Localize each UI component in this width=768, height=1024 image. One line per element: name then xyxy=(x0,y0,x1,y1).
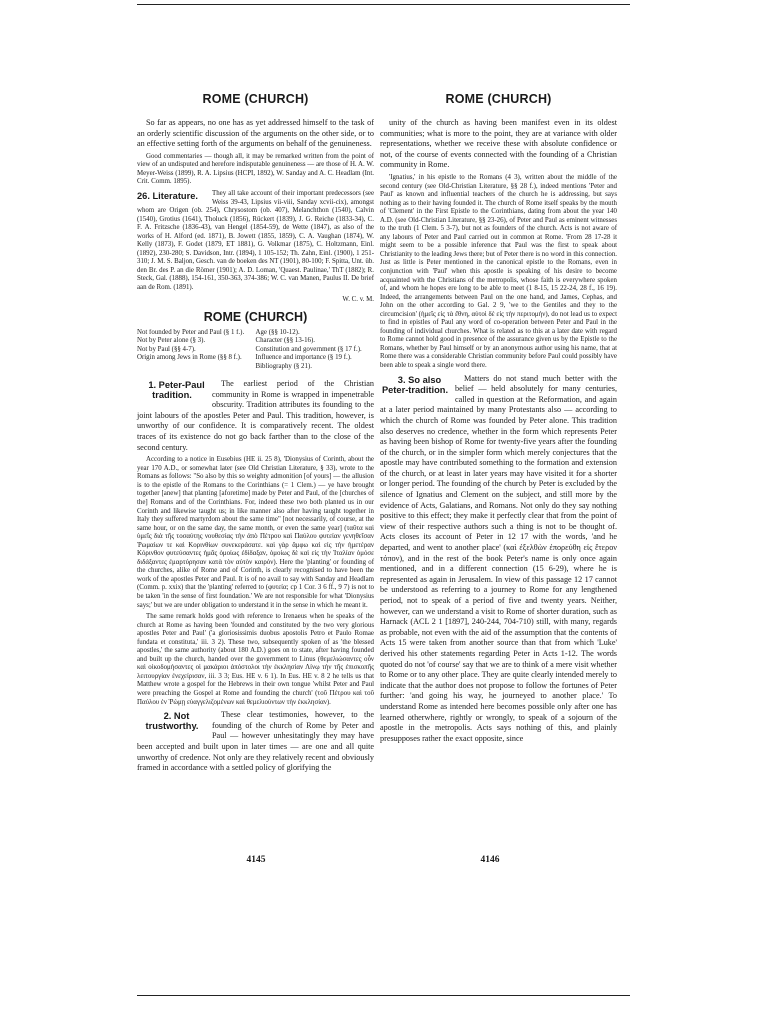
right-column xyxy=(380,92,617,747)
contents-item: Influence and importance (§ 19 f.). xyxy=(255,354,352,362)
left-column xyxy=(137,92,374,777)
running-head-right: ROME (CHURCH) xyxy=(445,92,552,106)
peter-tradition-text: Matters do not stand much better with the belief — held absolutely for many centuries, called in question at the Reformation, and again at a later period maintained by many Protestants also — according to which the church of Rome was founded by Peter alone. This tradition also deserves no credence, whether in the form which represents Peter as having been bishop of Rome for twenty-five years after the founding of the church, or in the simpler form which merely conjectures that the apostle may have contributed something to the formation and extension of the church, or at least in later years may have visited it for a shorter or longer period. The founding of the church by Peter is excluded by the silence of Ignatius and Clement on the subject, and still more by the evidence of Acts, Galatians, and Romans. Not only do they say nothing positive to this effect; they make it perfectly clear that from the point of view of their respective authors such a thing is not to be thought of. Acts closes its account of Peter in 12 17 with the words, 'and he departed, and went to another place' (καὶ ἐξελθὼν ἐπορεύθη εἰς ἕτερον τόπον), and in the rest of the book Peter's name is only once again mentioned, and in a different connection (15 6-29), where he is represented as again in Jerusalem. In view of this passage 12 17 cannot be understood as referring to a journey to Rome for any lengthened period, not to speak of a period of five and twenty years. Neither, however, can we understand a visit to Rome of shorter duration, such as Harnack (ACL 2 1 [1897], 240-244, 704-710) still, with many, regards as probable, not even with the aid of the assumption that the contents of Acts 15 were taken from another source than that from which 'Luke' derived his other statements regarding Peter in Acts 1-12. The words quoted do not 'of course' say that we are to think of a mere visit whether to Rome or to any other place. They are quite clearly intended merely to indicate that the author does not propose to follow the fortunes of Peter further: 'and going his way, he journeyed to another place.' To understand Rome as intended here becomes possible only after one has learned otherwhere, rightly or wrongly, to speak of a sojourn of the apostle in the metropolis. Acts says nothing of this, and plainly presupposes rather the exact opposite, since xyxy=(380,373,617,743)
contents-item: Not by Peter alone (§ 3). xyxy=(137,337,206,345)
page-number-left: 4145 xyxy=(246,855,266,865)
irenaeus-paragraph: The same remark holds good with reference to Irenaeus when he speaks of the church at Rome as having been 'founded and constituted by the two very glorious apostles Peter and Paul' ('a gloriosissimis duobus apostolis Petro et Paulo Romae fundata et constituta,' iii. 3 2). These two, subsequently spoken of as 'the blessed apostles,' the same authority (about 180 A.D.) goes on to state, after having founded and built up the church, handed over the government to Linus (θεμελιώσαντες οὖν καὶ οἰκοδομήσαντες οἱ μακάριοι ἀπόστολοι τὴν ἐκκλησίαν Λίνῳ τὴν τῆς ἐπισκοπῆς λειτουργίαν ἐνεχείρισαν, iii. 3 3; Eus. HE v. 6 1). In Eus. HE v. 8 2 he tells us that Matthew wrote a gospel for the Hebrews in their own tongue 'whilst Peter and Paul were preaching the Gospel at Rome and founding the church' (τοῦ Πέτρου καὶ τοῦ Παύλου ἐν Ῥώμῃ εὐαγγελιζομένων καὶ θεμελιούντων τὴν ἐκκλησίαν). xyxy=(137,613,374,706)
contents-column-left xyxy=(137,329,256,363)
testimonies-paragraph xyxy=(137,710,374,774)
section-3-heading: 3. So also Peter-tradition. xyxy=(381,374,449,395)
testimonies-text: These clear testimonies, however, to the founding of the church of Rome by Peter and Paul — however unhesitatingly they may have been accepted and built upon in later times — are one and all quite unworthy of credence. Not only are they relatively recent and obviously framed in accordance with a settled policy of glorifying the xyxy=(137,710,374,773)
dionysius-paragraph: According to a notice in Eusebius (HE ii. 25 8), 'Dionysius of Corinth, about the year 170 A.D., or somewhat later (see Old Christian Literature, § 33), wrote to the Romans as follows: "So also by this so weighty admonition [of yours] — the allusion is to the epistle of the Romans to the Corinthians (= 1 Clem.) — ye have brought together [anew] that planting [aforetime] made by Peter and Paul, of the [churches of the] Romans and of the Corinthians. For, indeed these two both planted us in our Corinth and likewise taught us; in like manner also after having taught together in Italy they suffered martyrdom about the same time" [not necessarily, of course, at the same hour, or on the same day, the same month, or even the same year] (ταῦτα καὶ ὑμεῖς διὰ τῆς τοσαύτης νουθεσίας τὴν ἀπὸ Πέτρου καὶ Παύλου φυτείαν γενηθεῖσαν Ῥωμαίων τε καὶ Κορινθίων συνεκεράσατε. καὶ γὰρ ἄμφω καὶ εἰς τὴν ἡμετέραν Κόρινθον φυτεύσαντες ἡμᾶς ὁμοίως ἐδίδαξαν, ὁμοίως δὲ καὶ εἰς τὴν Ἰταλίαν ὁμόσε διδάξαντες ἐμαρτύρησαν κατὰ τὸν αὐτὸν καιρόν). Here the 'planting' or founding of the churches, alike of Rome and of Corinth, is clearly recognised to have been the work of the apostles Peter and Paul. It is of no avail to say with Sanday and Headlam (Comm. p. xxix) that the 'planting' referred to (φυτεία; cp 1 Cor. 3 6 ff., 9 7) is not to be taken 'in the sense of first foundation.' We are not responsible for what 'Dionysius says;' but we are under obligation to understand it in the sense in which he meant it. xyxy=(137,456,374,609)
contents-column-right xyxy=(256,329,375,371)
contents-item: Origin among Jews in Rome (§§ 8 f.). xyxy=(137,354,242,362)
contents-item: Not founded by Peter and Paul (§ 1 f.). xyxy=(137,329,245,337)
running-head-left: ROME (CHURCH) xyxy=(202,92,309,106)
contents-item: Character (§§ 13-16). xyxy=(255,337,316,345)
top-rule xyxy=(137,4,630,5)
bottom-rule xyxy=(137,995,630,996)
literature-section-heading: 26. Literature. xyxy=(137,190,198,201)
contents-item: Bibliography (§ 21). xyxy=(255,362,312,370)
literature-paragraph xyxy=(137,190,374,293)
intro-paragraph: So far as appears, no one has as yet addressed himself to the task of an orderly scientific discussion of the arguments on the other side, or to an effective setting forth of the arguments on behalf of the genuineness. xyxy=(137,118,374,149)
article-contents xyxy=(137,329,374,371)
contents-item: Not by Paul (§§ 4-7). xyxy=(137,345,196,353)
earliest-period-paragraph xyxy=(137,379,374,453)
author-signature: W. C. v. M. xyxy=(342,295,374,303)
earliest-period-text: The earliest period of the Christian community in Rome is wrapped in impenetrable obscurity. Tradition attributes its founding to the joint labours of the apostles Peter and Paul. This tradition, however, is unworthy of our confidence. It is comparatively recent. The oldest traces of its existence do not go back farther than to the close of the second century. xyxy=(137,379,374,452)
article-heading: ROME (CHURCH) xyxy=(203,310,308,325)
contents-item: Age (§§ 10-12). xyxy=(255,329,300,337)
unity-paragraph: unity of the church as having been manifest even in its oldest communities; what is more to the point, they are at variance with older representations, whether we receive these with absolute confidence or not, of the course of events connected with the founding of a Christian community in Rome. xyxy=(380,118,617,170)
contents-item: Constitution and government (§ 17 f.). xyxy=(255,345,362,353)
peter-tradition-paragraph xyxy=(380,374,617,745)
page-number-right: 4146 xyxy=(480,855,500,865)
ignatius-paragraph: 'Ignatius,' in his epistle to the Romans (4 3), written about the middle of the second century (see Old-Christian Literature, §§ 28 f.), indeed mentions 'Peter and Paul' as known and influential teachers of the church he is addressing, but says nothing as to their having founded it. The church of Rome itself speaks by the mouth of 'Clement' in the First Epistle to the Corinthians, dating from about the year 140 A.D. (see Old-Christian Literature, §§ 23-26), of Peter and Paul as eminent witnesses to the truth (1 Clem. 5 3-7), but not as founders of the church. Acts is not aware of any labours of Peter and Paul carried out in common at Rome. 'From 28 17-28 it might seem to be a possible inference that Paul was the first to speak about Christianity to the leading Jews there; but of Peter there is no word in this connection. Just as little is Peter mentioned in the canonical epistle to the Romans, even in conjunction with 'Paul' when this apostle is speaking of his desire to become acquainted with the Christians of the metropolis, whose faith is everywhere spoken of, and whom he hopes ere long to be able to meet (1 8-15, 15 22-24, 28 f., 16 19). Indeed, the arrangements between Paul on the one hand, and James, Cephas, and John on the other according to Gal. 2 9, 'we to the Gentiles and they to the circumcision' (ἡμεῖς εἰς τὰ ἔθνη, αὐτοὶ δὲ εἰς τὴν περιτομήν), do not lead us to expect to find in epistles of Paul any word of co-operation between Peter and Paul in the founding of individual churches. What is related as to this at a later date with regard to Rome cannot hold good in presence of the assurance given us by the Epistle to the Romans, whether by Paul himself or by an anonymous author using his name, that at Rome there was a considerable Christian community before Paul could possibly have been able to speak a single word there. xyxy=(380,173,617,369)
commentaries-paragraph: Good commentaries — though all, it may be remarked written from the point of view of an undisputed and herefore indisputable genuineness — are those of H. A. W. Meyer-Weiss (1899), R. A. Lipsius (HCPI, 1892), W. Sanday and A. C. Headlam (Int. Crit. Comm. 1895). xyxy=(137,152,374,186)
section-2-heading: 2. Not trustworthy. xyxy=(145,711,199,732)
section-1-heading: 1. Peter-Paul tradition. xyxy=(148,380,205,401)
literature-text: They all take account of their important predecessors (see Weiss 39-43, Lipsius vii-viii, Sanday xcvii-cix), amongst whom are Origen (ob. 254), Chrysostom (ob. 407), Melanchthon (1540), Calvin (1540), Grotius (1641), Tholuck (1856), Rückert (1839), J. G. Reiche (1833-34), C. F. A. Fritzsche (1836-43), van Hengel (1854-59), de Wette (1847), as also of the works of H. Alford (ed. 1871), B. Jowett (1855, 1859), C. A. Vaughan (1874), W. Kelly (1873), F. Godet (1879, ET 1881), G. Volkmar (1875), C. Holtzmann, Einl. (1892), 230-280; S. Davidson, Intr. (1894), 1 105-152; Th. Zahn, Einl. (1900), 1 251-310; J. M. S. Baljon, Gesch. van de boeken des NT (1901), 80-100; F. Spitta, Unt. üb. den Br. des P. an die Römer (1901); A. D. Loman, 'Quaest. Paulinae,' ThT (1882); R. Steck, Gal. (1888), 154-161, 350-363, 374-386; W. C. van Manen, Paulus II. De brief aan de Rom. (1891). xyxy=(137,189,374,291)
